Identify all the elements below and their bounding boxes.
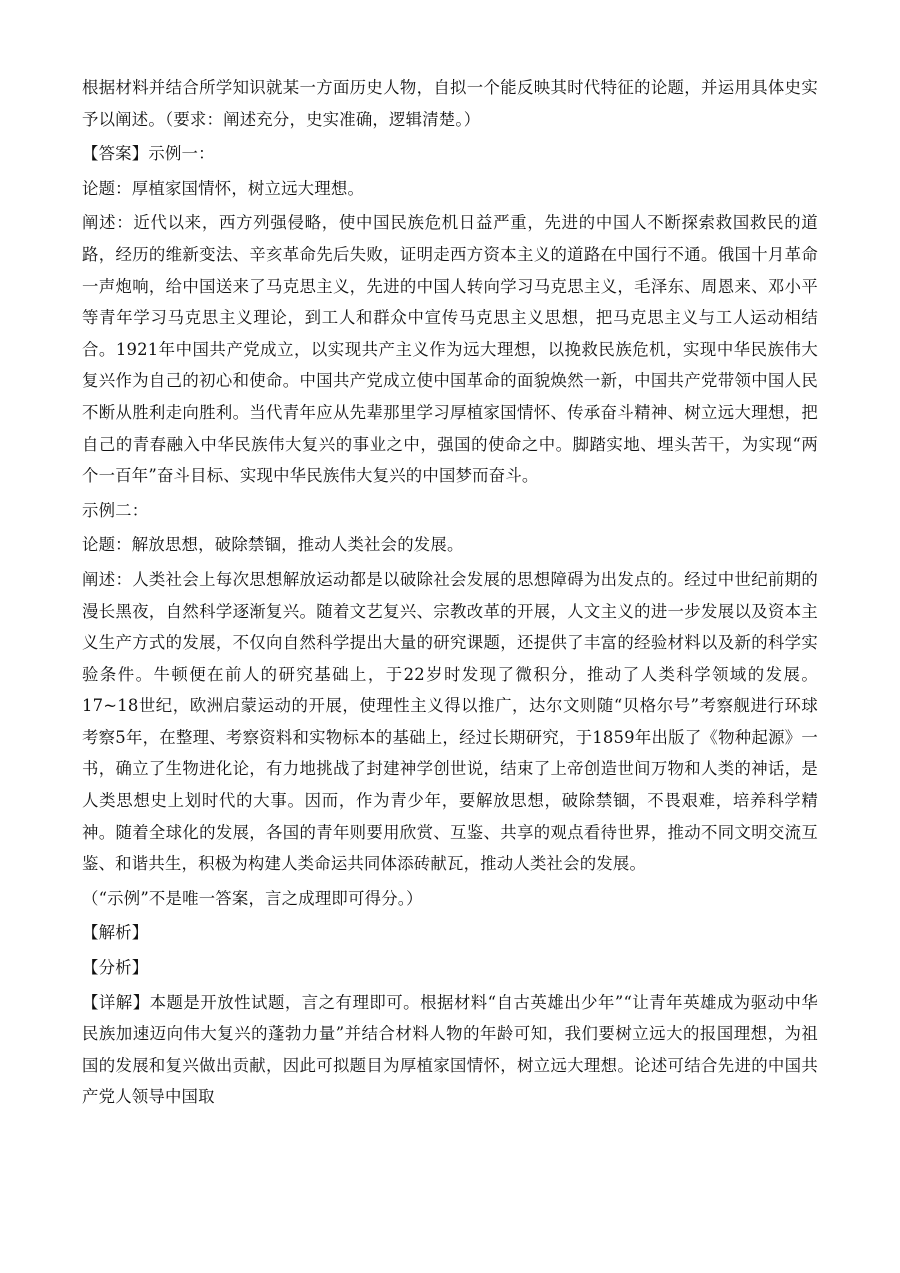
analysis-label: 【解析】 [82,923,149,943]
answer-label: 【答案】示例一： [82,144,215,164]
example1-topic: 论题：厚植家国情怀，树立远大理想。 [82,178,365,198]
fenxi-label: 【分析】 [82,958,149,978]
detail-text: 【详解】本题是开放性试题，言之有理即可。根据材料“自古英雄出少年”“让青年英雄成为驱动中华民族加速迈向伟大复兴的蓬勃力量”并结合材料人物的年龄可知，我们要树立远大的报国理想，为祖国的发展和复兴做出贡献，因此可拟题目为厚植家国情怀，树立远大理想。论述可结合先进的中国共产党人领导中国取 [82,992,818,1107]
example2-topic: 论题：解放思想，破除禁锢，推动人类社会的发展。 [82,535,464,555]
answer-note: （“示例”不是唯一答案，言之成理即可得分。） [82,888,423,908]
example1-body: 阐述：近代以来，西方列强侵略，使中国民族危机日益严重，先进的中国人不断探索救国救民的道路，经历的维新变法、辛亥革命先后失败，证明走西方资本主义的道路在中国行不通。俄国十月革命一声炮响，给中国送来了马克思主义，先进的中国人转向学习马克思主义，毛泽东、周恩来、邓小平等青年学习马克思主义理论，到工人和群众中宣传马克思主义思想，把马克思主义与工人运动相结合。1921年中国共产党成立，以实现共产主义作为远大理想，以挽救民族危机，实现中华民族伟大复兴作为自己的初心和使命。中国共产党成立使中国革命的面貌焕然一新，中国共产党带领中国人民不断从胜利走向胜利。当代青年应从先辈那里学习厚植家国情怀、传承奋斗精神、树立远大理想，把自己的青春融入中华民族伟大复兴的事业之中，强国的使命之中。脚踏实地、埋头苦干，为实现“两个一百年”奋斗目标、实现中华民族伟大复兴的中国梦而奋斗。 [82,213,818,486]
question-text: 根据材料并结合所学知识就某一方面历史人物，自拟一个能反映其时代特征的论题，并运用具体史实予以阐述。（要求：阐述充分，史实准确，逻辑清楚。） [82,78,818,129]
document-page [82,72,818,1113]
example2-body: 阐述：人类社会上每次思想解放运动都是以破除社会发展的思想障碍为出发点的。经过中世纪前期的漫长黑夜，自然科学逐渐复兴。随着文艺复兴、宗教改革的开展，人文主义的进一步发展以及资本主义生产方式的发展，不仅向自然科学提出大量的研究课题，还提供了丰富的经验材料以及新的科学实验条件。牛顿便在前人的研究基础上，于22岁时发现了微积分，推动了人类科学领域的发展。17~18世纪，欧洲启蒙运动的开展，使理性主义得以推广，达尔文则随“贝格尔号”考察舰进行环球考察5年，在整理、考察资料和实物标本的基础上，经过长期研究，于1859年出版了《物种起源》一书，确立了生物进化论，有力地挑战了封建神学创世说，结束了上帝创造世间万物和人类的神话，是人类思想史上划时代的大事。因而，作为青少年，要解放思想，破除禁锢，不畏艰难，培养科学精神。随着全球化的发展，各国的青年则要用欣赏、互鉴、共享的观点看待世界，推动不同文明交流互鉴、和谐共生，积极为构建人类命运共同体添砖献瓦，推动人类社会的发展。 [82,569,818,874]
example2-label: 示例二： [82,500,149,520]
